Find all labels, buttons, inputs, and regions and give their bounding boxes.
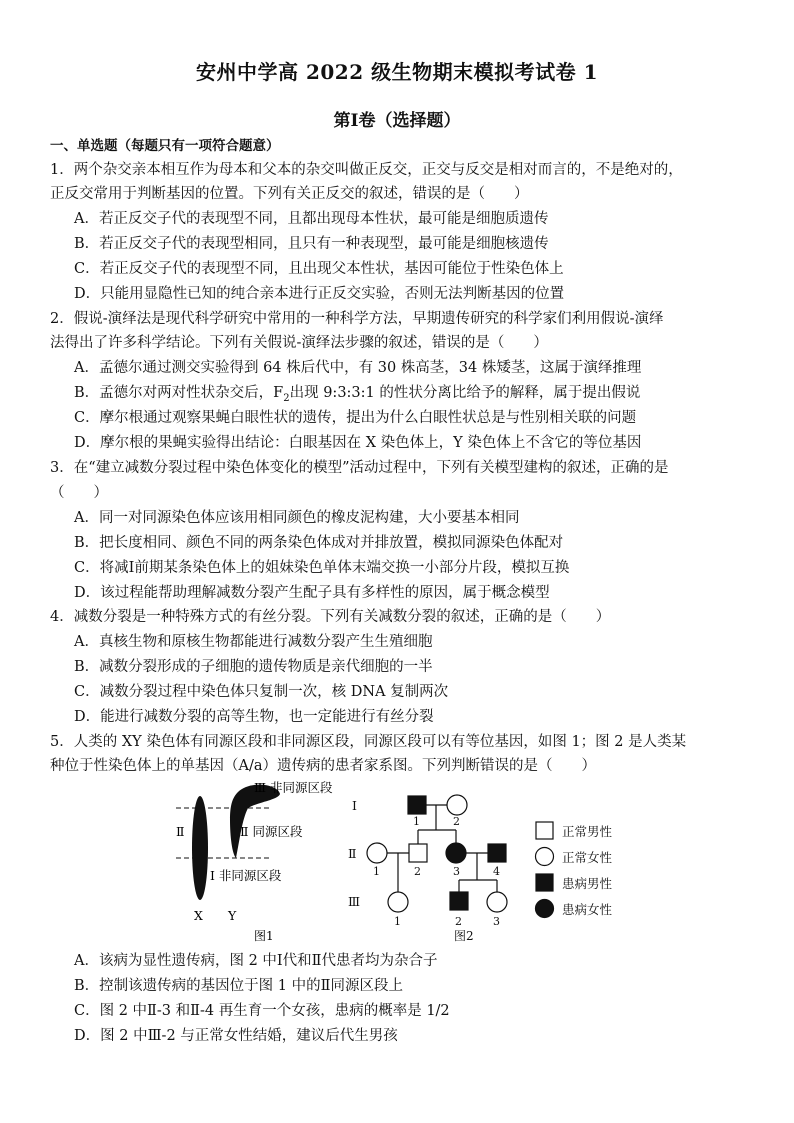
figure-2-caption: 图2 xyxy=(454,929,474,943)
label-ii4: 4 xyxy=(493,865,500,878)
pedigree-iii2-affected-male xyxy=(450,892,468,910)
q3-option-d: D．该过程能帮助理解减数分裂产生配子具有多样性的原因，属于概念模型 xyxy=(74,585,550,601)
label-ii1: 1 xyxy=(373,865,380,878)
legend-affected-male-symbol xyxy=(536,874,553,891)
q4-option-a: A．真核生物和原核生物都能进行减数分裂产生生殖细胞 xyxy=(74,634,433,650)
q5-figures xyxy=(170,780,630,946)
q5-stem-line2: 种位于性染色体上的单基因（A/a）遗传病的患者家系图。下列判断错误的是（ ） xyxy=(50,758,596,774)
pedigree-iii3-normal-female xyxy=(487,892,507,912)
pedigree-iii1-normal-female xyxy=(388,892,408,912)
q3-stem-line1: 3．在“建立减数分裂过程中染色体变化的模型”活动过程中，下列有关模型建构的叙述，正确的是 xyxy=(50,460,669,476)
q2-stem-line2: 法得出了许多科学结论。下列有关假说-演绎法步骤的叙述，错误的是（ ） xyxy=(50,335,548,351)
q2-stem-line1: 2．假说-演绎法是现代科学研究中常用的一种科学方法，早期遗传研究的科学家们利用假说-演绎 xyxy=(50,311,664,327)
label-ii3: 3 xyxy=(453,865,460,878)
label-x: X xyxy=(194,908,203,923)
q1-option-d: D．只能用显隐性已知的纯合亲本进行正反交实验，否则无法判断基因的位置 xyxy=(74,286,565,302)
label-y: Y xyxy=(228,908,237,923)
figure-2-pedigree xyxy=(348,795,613,943)
generation-i-label: Ⅰ xyxy=(352,798,357,813)
pedigree-i2-normal-female xyxy=(447,795,467,815)
generation-ii-label: Ⅱ xyxy=(348,846,357,861)
pedigree-i1-affected-male xyxy=(408,796,426,814)
q1-stem-line2: 正反交常用于判断基因的位置。下列有关正反交的叙述，错误的是（ ） xyxy=(50,186,529,202)
label-ii2: 2 xyxy=(414,865,421,878)
q5-option-a: A．该病为显性遗传病，图 2 中Ⅰ代和Ⅱ代患者均为杂合子 xyxy=(74,953,438,969)
label-iii3: 3 xyxy=(493,915,500,928)
q3-option-c: C．将减Ⅰ前期某条染色体上的姐妹染色单体末端交换一小部分片段，模拟互换 xyxy=(74,560,570,576)
label-i2: 2 xyxy=(453,815,460,828)
q5-option-c: C．图 2 中Ⅱ-3 和Ⅱ-4 再生育一个女孩，患病的概率是 1/2 xyxy=(74,1003,450,1019)
legend-affected-male-label: 患病男性 xyxy=(562,876,613,891)
legend-affected-female-label: 患病女性 xyxy=(562,902,613,917)
q4-stem-line1: 4．减数分裂是一种特殊方式的有丝分裂。下列有关减数分裂的叙述，正确的是（ ） xyxy=(50,609,611,625)
legend-normal-female-label: 正常女性 xyxy=(562,850,613,865)
q1-option-a: A．若正反交子代的表现型不同，且都出现母本性状，最可能是细胞质遗传 xyxy=(74,211,549,227)
q3-stem-line2: （ ） xyxy=(50,485,108,501)
legend-affected-female-symbol xyxy=(536,900,554,918)
q3-option-a: A．同一对同源染色体应该用相同颜色的橡皮泥构建，大小要基本相同 xyxy=(74,510,520,526)
q3-option-b: B．把长度相同、颜色不同的两条染色体成对并排放置，模拟同源染色体配对 xyxy=(74,535,564,551)
q2-option-b: B．孟德尔对两对性状杂交后，$F_2$出现 9:3:3:1 的性状分离比给予的解释，属于提出假说 xyxy=(74,385,641,404)
volume-title: 第Ⅰ卷（选择题） xyxy=(333,111,461,131)
q5-option-d: D．图 2 中Ⅲ-2 与正常女性结婚，建议后代生男孩 xyxy=(74,1028,398,1044)
q1-option-c: C．若正反交子代的表现型不同，且出现父本性状，基因可能位于性染色体上 xyxy=(74,261,564,277)
q5-option-b: B．控制该遗传病的基因位于图 1 中的Ⅱ同源区段上 xyxy=(74,978,403,994)
label-ii-left: Ⅱ xyxy=(176,824,185,839)
pedigree-ii3-affected-female xyxy=(446,843,466,863)
section-heading: 一、单选题（每题只有一项符合题意） xyxy=(50,138,280,154)
q5-stem-line1: 5．人类的 XY 染色体有同源区段和非同源区段，同源区段可以有等位基因，如图 1；图 2 是人类某 xyxy=(50,734,687,750)
q1-stem-line1: 1．两个杂交亲本相互作为母本和父本的杂交叫做正反交，正交与反交是相对而言的，不是绝对的， xyxy=(50,162,683,178)
q2-option-c: C．摩尔根通过观察果蝇白眼性状的遗传，提出为什么白眼性状总是与性别相关联的问题 xyxy=(74,410,637,426)
label-homologous-ii: Ⅱ 同源区段 xyxy=(240,824,303,839)
generation-iii-label: Ⅲ xyxy=(348,894,361,909)
pedigree-ii4-affected-male xyxy=(488,844,506,862)
figure-1-xy-chromosomes xyxy=(176,780,333,943)
label-i1: 1 xyxy=(413,815,420,828)
exam-title: 安州中学高 2022 级生物期末模拟考试卷 1 xyxy=(196,60,598,84)
q4-option-d: D．能进行减数分裂的高等生物，也一定能进行有丝分裂 xyxy=(74,709,434,725)
figure-1-caption: 图1 xyxy=(254,929,274,943)
legend-normal-female-symbol xyxy=(536,848,554,866)
q4-option-b: B．减数分裂形成的子细胞的遗传物质是亲代细胞的一半 xyxy=(74,659,433,675)
label-nonhomologous-iii: Ⅲ 非同源区段 xyxy=(254,780,333,795)
q2-option-a: A．孟德尔通过测交实验得到 64 株后代中，有 30 株高茎，34 株矮茎，这属于演绎推理 xyxy=(74,360,642,376)
label-nonhomologous-i: Ⅰ 非同源区段 xyxy=(210,868,282,883)
legend-normal-male-symbol xyxy=(536,822,553,839)
q4-option-c: C．减数分裂过程中染色体只复制一次，核 DNA 复制两次 xyxy=(74,684,449,700)
q1-option-b: B．若正反交子代的表现型相同，且只有一种表现型，最可能是细胞核遗传 xyxy=(74,236,549,252)
label-iii2: 2 xyxy=(455,915,462,928)
pedigree-ii2-normal-male xyxy=(409,844,427,862)
legend-normal-male-label: 正常男性 xyxy=(562,824,613,839)
x-chromosome xyxy=(192,796,208,900)
pedigree-ii1-normal-female xyxy=(367,843,387,863)
q2-option-d: D．摩尔根的果蝇实验得出结论：白眼基因在 X 染色体上，Y 染色体上不含它的等位基因 xyxy=(74,435,642,451)
y-chromosome xyxy=(230,785,280,858)
label-iii1: 1 xyxy=(394,915,401,928)
